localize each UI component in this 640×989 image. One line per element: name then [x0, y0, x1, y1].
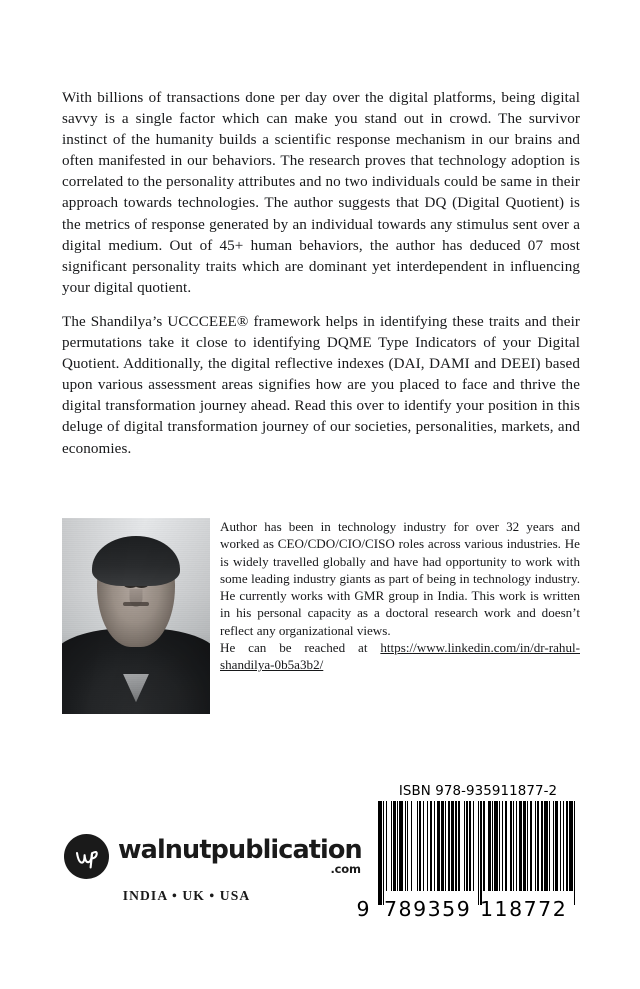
barcode-bars	[378, 801, 578, 905]
author-linkedin-link[interactable]: https://www.linkedin.com/in/dr-rahul-shandilya-0b5a3b2/	[220, 640, 580, 673]
walnut-publication-monogram-icon	[64, 834, 109, 879]
blurb-paragraph-2: The Shandilya’s UCCCEEE® framework helps in identifying these traits and their permutations take it close to identifying DQME Type Indicators of your Digital Quotient. Additionally, the digital reflective indexes (DAI, DAMI and DEEI) based upon various assessment areas signifies how are you placed to face and thrive the digital transformation journey ahead. Read this over to identify your position in this deluge of digital transformation journey of our societies, personalities, markets, and economies.	[62, 313, 580, 457]
publisher-countries: INDIA • UK • USA	[122, 888, 251, 903]
publisher-name: walnutpublication	[118, 834, 362, 865]
author-section	[62, 518, 580, 718]
isbn-label: ISBN 978-935911877-2	[398, 784, 558, 799]
author-contact-line	[220, 639, 580, 674]
barcode-left-group: 789359	[384, 897, 472, 921]
publisher-wordmark	[118, 834, 362, 876]
barcode-lead-digit: 9	[356, 897, 370, 921]
blurb-paragraph-1: With billions of transactions done per day over the digital platforms, being digital savvy is a single factor which can make you stand out in crowd. The survivor instinct of the humanity builds a scientific response mechanism in our brains and often manifested in our behaviors. The research proves that technology adoption is correlated to the personality attributes and no two individuals could be same in their approach towards technologies. The author suggests that DQ (Digital Quotient) is the metrics of response generated by an individual towards any stimulus sent over a digital medium. Out of 45+ human behaviors, the author has deduced 07 most significant personality traits which are dominant yet interdependent in influencing your digital quotient.	[62, 90, 580, 296]
isbn-barcode-block	[350, 784, 582, 921]
author-bio-block	[220, 518, 580, 674]
author-contact-prefix: He can be reached at	[220, 640, 381, 656]
publisher-logo-row	[64, 834, 362, 879]
publisher-logo-block	[64, 834, 362, 904]
blurb-text-block	[62, 88, 580, 460]
barcode-graphic	[350, 801, 582, 921]
publisher-tld: .com	[330, 862, 361, 876]
barcode-digits	[350, 897, 582, 921]
author-photo	[62, 518, 210, 714]
author-bio-text: Author has been in technology industry for over 32 years and worked as CEO/CDO/CIO/CISO roles across various industries. He is widely travelled globally and have had opportunity to work with some leading industry giants as part of being in technology industry. He currently works with GMR group in India. This work is written in his personal capacity as a doctoral research work and doesn’t reflect any organizational views.	[220, 519, 580, 638]
barcode-right-group: 118772	[480, 897, 568, 921]
photo-grain	[62, 518, 210, 714]
